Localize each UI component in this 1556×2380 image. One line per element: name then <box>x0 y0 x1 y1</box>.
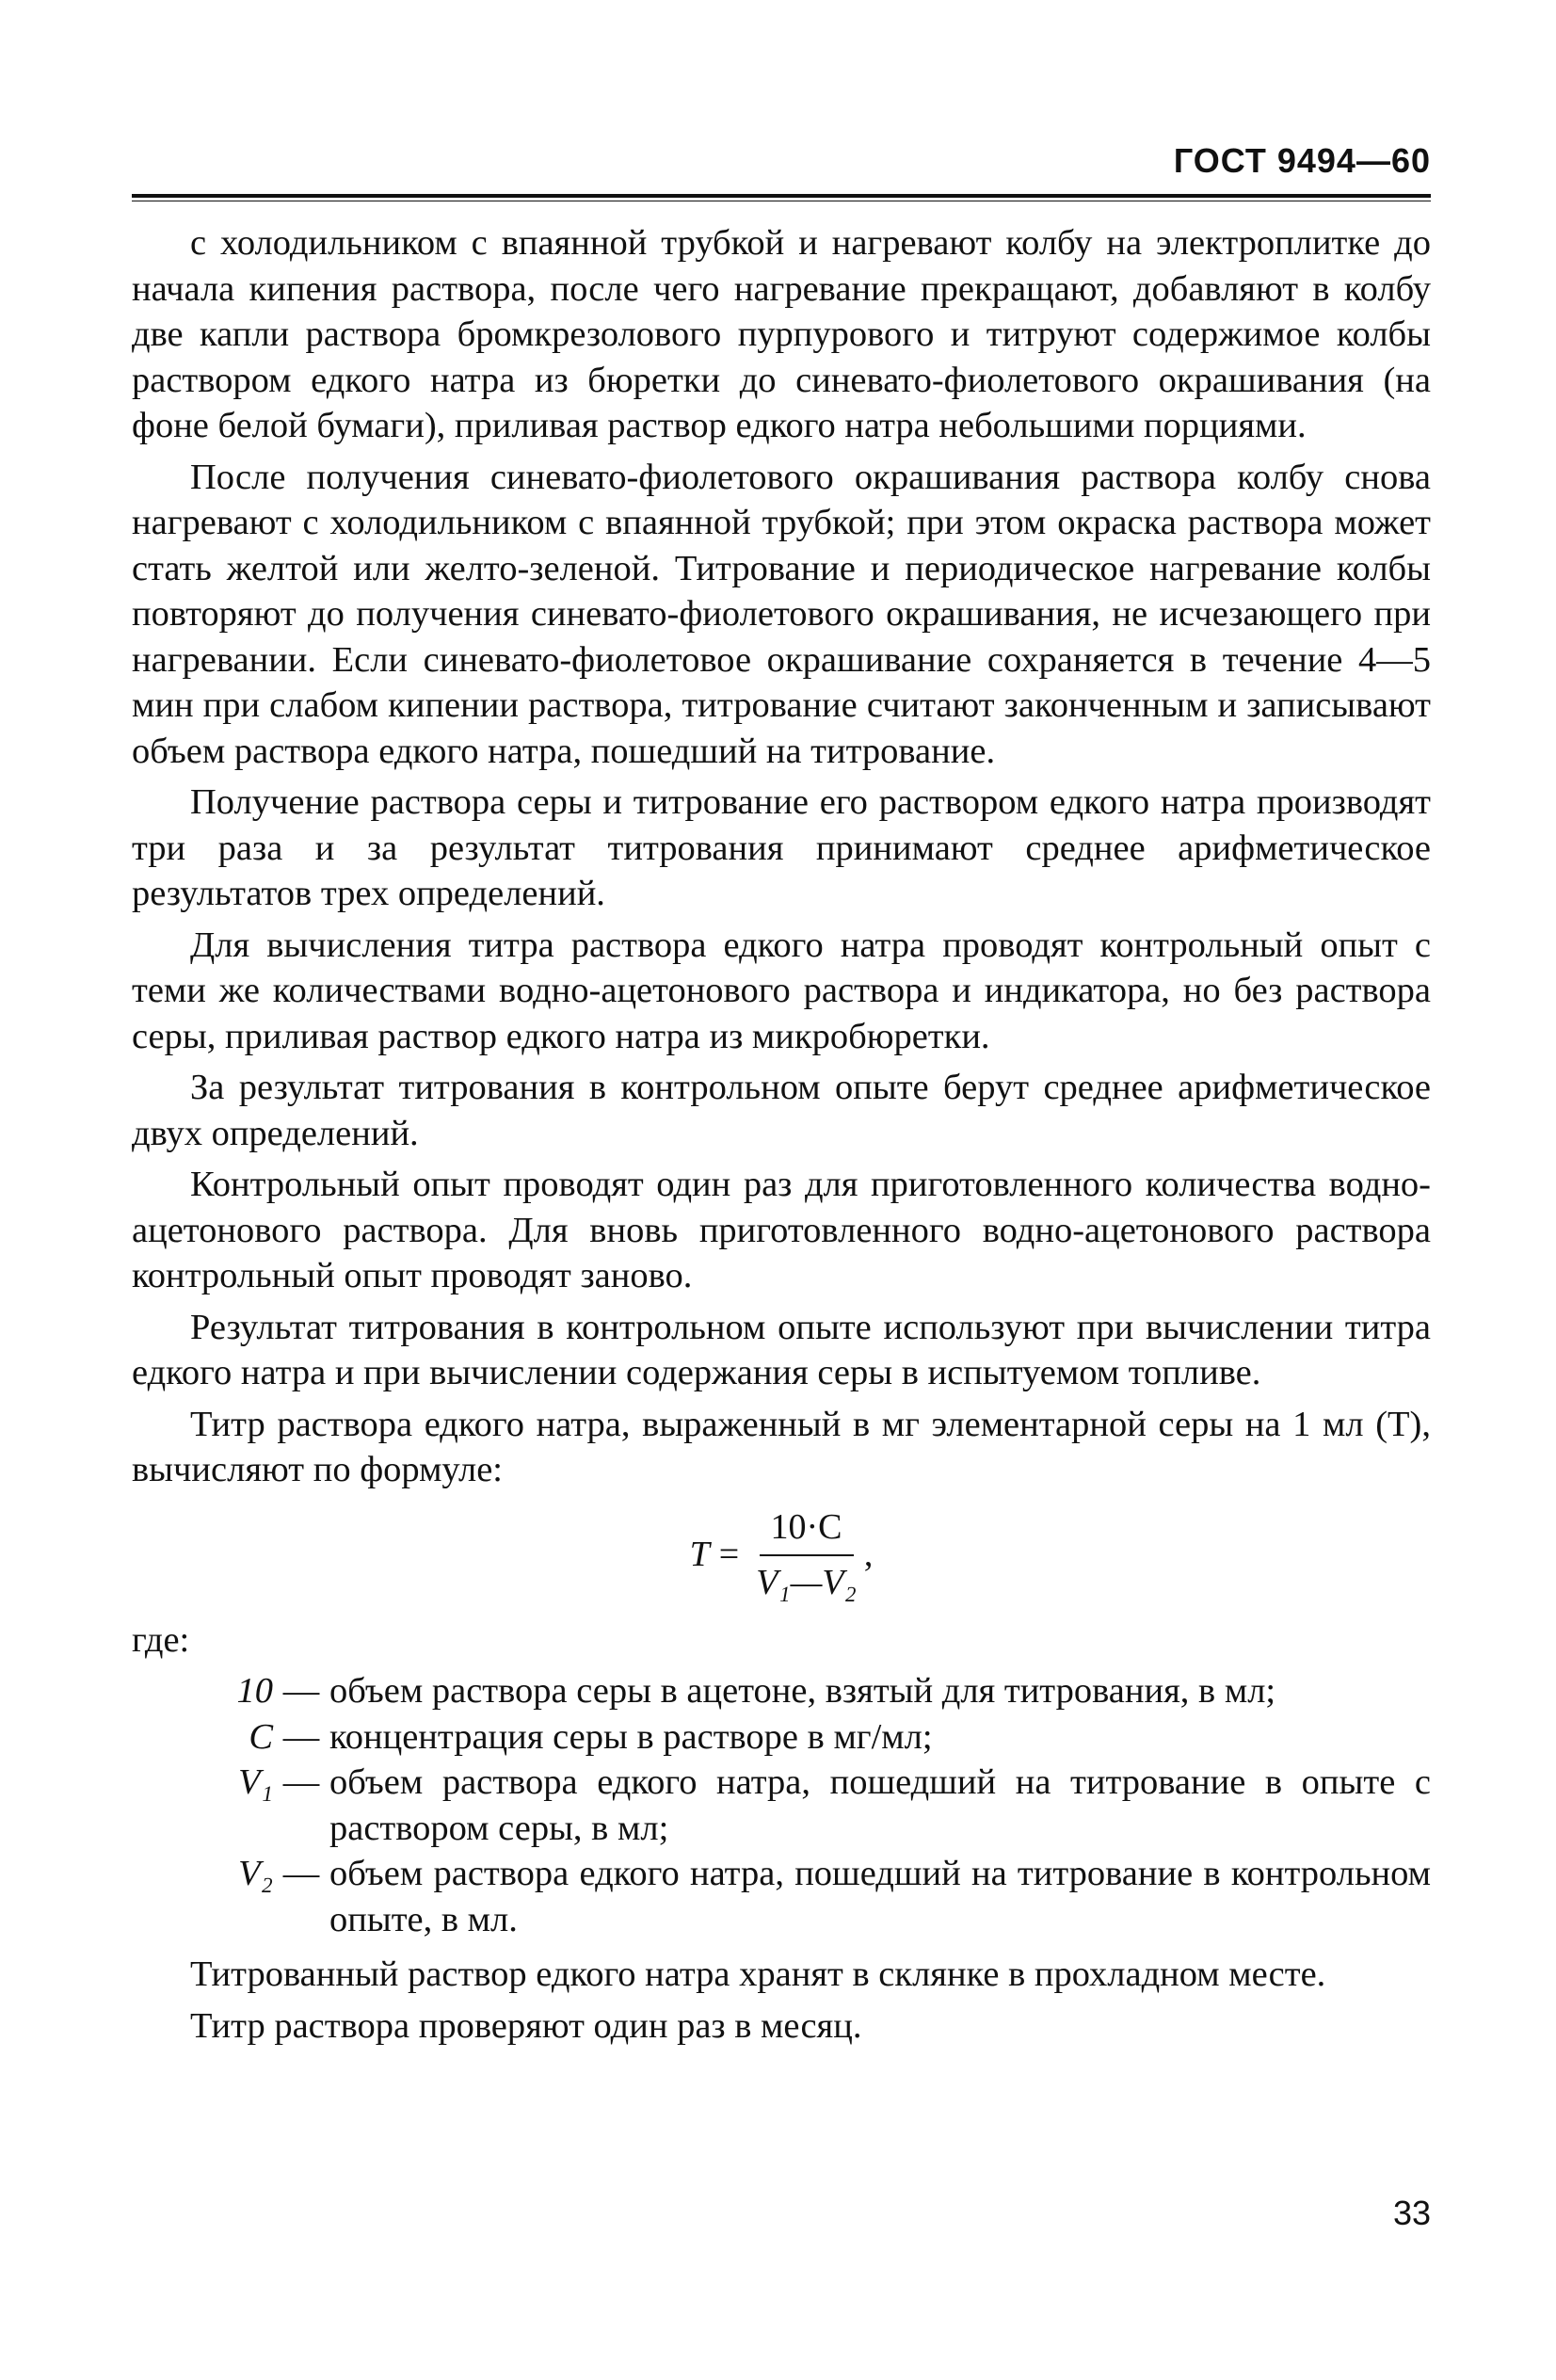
definition-text: объем раствора серы в ацетоне, взятый для титрования, в мл; <box>329 1671 1276 1711</box>
definition-dash: — <box>282 1671 320 1711</box>
definition-dash: — <box>282 1716 320 1757</box>
definition-dash: — <box>282 1854 320 1893</box>
definition-text: объем раствора едкого натра, пошедший на титрование в опыте с раствором серы, в мл; <box>329 1762 1431 1848</box>
formula-fraction <box>756 1504 857 1605</box>
paragraph: Получение раствора серы и титрование его раствором едкого натра производят три раза и за результат титрования принимают среднее арифметическое результатов трех определений. <box>132 782 1431 913</box>
formula-equals: = <box>718 1535 740 1575</box>
formula-denominator: V₁—V₂ <box>756 1562 857 1602</box>
definition-symbol: 10 <box>236 1671 273 1711</box>
definitions-list <box>132 1668 1431 1942</box>
definition-dash: — <box>282 1762 320 1802</box>
formula-numerator: 10·C <box>760 1504 854 1556</box>
paragraph: Для вычисления титра раствора едкого натра проводят контрольный опыт с теми же количествами водно-ацетонового раствора и индикатора, но без раствора серы, приливая раствор едкого натра из микробюретки. <box>132 925 1431 1056</box>
definition-text: объем раствора едкого натра, пошедший на титрование в контрольном опыте, в мл. <box>329 1854 1431 1939</box>
header-rule <box>132 194 1431 201</box>
definition-item <box>132 1668 1431 1714</box>
definition-symbol: V₁ <box>238 1762 273 1802</box>
closing-paragraph: Титр раствора проверяют один раз в месяц. <box>190 2005 862 2046</box>
document-body <box>132 220 1431 2054</box>
page-number: 33 <box>1392 2194 1431 2232</box>
closing-paragraph: Титрованный раствор едкого натра хранят в склянке в прохладном месте. <box>190 1954 1326 1994</box>
formula-trail: , <box>863 1535 874 1575</box>
definition-symbol: V₂ <box>238 1854 273 1893</box>
paragraph: Контрольный опыт проводят один раз для приготовленного количества водно-ацетонового раствора. Для вновь приготовленного водно-ацетонового раствора контрольный опыт проводят заново. <box>132 1165 1431 1295</box>
paragraph: Титр раствора едкого натра, выраженный в мг элементарной серы на 1 мл (Т), вычисляют по формуле: <box>132 1404 1431 1489</box>
definition-item <box>132 1714 1431 1761</box>
titer-formula <box>132 1499 1431 1612</box>
formula-lhs: T <box>689 1535 710 1575</box>
definition-item <box>132 1851 1431 1942</box>
definition-symbol: C <box>249 1716 273 1757</box>
paragraph: За результат титрования в контрольном опыте берут среднее арифметическое двух определений. <box>132 1068 1431 1153</box>
definition-text: концентрация серы в растворе в мг/мл; <box>329 1716 933 1757</box>
definition-item <box>132 1760 1431 1851</box>
paragraph: После получения синевато-фиолетового окрашивания раствора колбу снова нагревают с холодильником с впаянной трубкой; при этом окраска раствора может стать желтой или желто-зеленой. Титрование и периодическое нагревание колбы повторяют до получения синевато-фиолетового окрашивания, не исчезающего при нагревании. Если синевато-фиолетовое окрашивание сохраняется в течение 4—5 мин при слабом кипении раствора, титрование считают законченным и записывают объем раствора едкого натра, пошедший на титрование. <box>132 457 1431 771</box>
paragraph: Результат титрования в контрольном опыте используют при вычислении титра едкого натра и при вычислении содержания серы в испытуемом топливе. <box>132 1307 1431 1392</box>
where-label: где: <box>132 1619 190 1660</box>
standard-header: ГОСТ 9494—60 <box>1173 141 1431 180</box>
paragraph: с холодильником с впаянной трубкой и нагревают колбу на электроплитке до начала кипения раствора, после чего нагревание прекращают, добавляют в колбу две капли раствора бромкрезолового пурпурового и титруют содержимое колбы раствором едкого натра из бюретки до синевато-фиолетового окрашивания (на фоне белой бумаги), приливая раствор едкого натра небольшими порциями. <box>132 223 1431 445</box>
